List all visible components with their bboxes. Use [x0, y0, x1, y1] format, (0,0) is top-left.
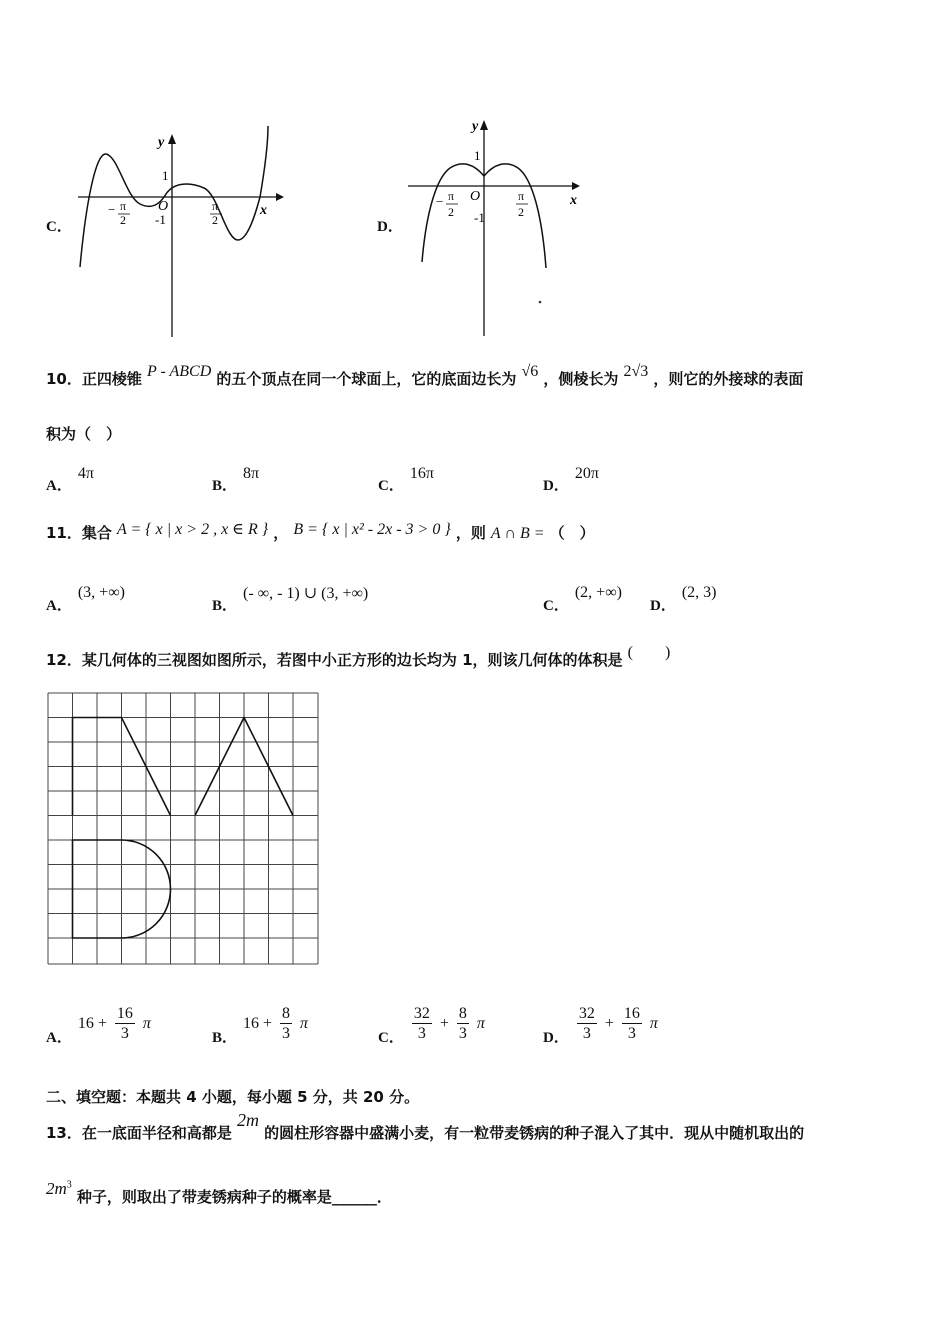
- graph-d-y-arrow: [480, 120, 488, 130]
- q10-pyramid: P - ABCD: [146, 363, 212, 380]
- graph-c-neg-one: -1: [155, 212, 166, 227]
- q13-line1: 13．在一底面半径和高都是 2m 的圆柱形容器中盛满小麦，有一粒带麦锈病的种子混入了其中．现从中随机取出的: [46, 1110, 805, 1142]
- q10-option-a[interactable]: A． 4π: [46, 464, 94, 494]
- graph-d-neg-sign: −: [436, 194, 444, 209]
- q13-line2: $2m^3$ 种子，则取出了带麦锈病种子的概率是______．: [46, 1179, 392, 1206]
- graph-d-pos-two: 2: [518, 205, 524, 219]
- graph-c-neg-pi: π: [120, 199, 127, 213]
- q13-answer-blank[interactable]: ______: [331, 1188, 377, 1206]
- graph-d: [400, 114, 590, 340]
- q12-option-b[interactable]: B． 16 + $\frac{8}{3}$ π: [212, 1005, 309, 1046]
- q12-option-c[interactable]: C． $\frac{32}{3}$ + $\frac{8}{3}$ π: [378, 1005, 485, 1046]
- graph-c-label: C．: [46, 219, 72, 235]
- grid: [48, 693, 318, 964]
- q11-option-d[interactable]: D． (2, 3): [650, 583, 717, 614]
- graph-c-y-arrow: [168, 134, 176, 144]
- q10-option-c[interactable]: C． 16π: [378, 464, 434, 494]
- graph-d-one: 1: [474, 148, 481, 163]
- q11-set-b: B = { x | x² - 2x - 3 > 0 }: [293, 521, 451, 538]
- graph-c-one: 1: [162, 168, 169, 183]
- q11-line: 11．集合 A = { x | x > 2 , x ∈ R } ， B = { x | x² - 2x - 3 > 0 } ，则 A ∩ B = （ ）: [46, 521, 595, 542]
- q13-size: 2m: [236, 1110, 259, 1130]
- graph-d-origin: O: [470, 189, 481, 204]
- q10-option-b[interactable]: B． 8π: [212, 464, 260, 494]
- graph-d-neg-two: 2: [448, 205, 454, 219]
- graph-c-x-label: x: [260, 203, 267, 218]
- graph-c-y-label: y: [158, 135, 165, 150]
- graph-c-origin: O: [158, 199, 169, 214]
- graph-c: [70, 122, 290, 344]
- graph-d-x-label: x: [570, 193, 577, 208]
- graph-c-neg-sign: −: [108, 202, 116, 217]
- q10-line1: 10．正四棱锥 P - ABCD 的五个顶点在同一个球面上，它的底面边长为 √6 ，侧棱长为 2√3 ，则它的外接球的表面: [46, 363, 804, 388]
- graph-d-neg-one: -1: [474, 210, 485, 225]
- q10-option-d[interactable]: D． 20π: [543, 464, 599, 494]
- graph-d-x-arrow: [572, 182, 580, 190]
- three-view-figure: [47, 692, 321, 968]
- section-2-title: 二、填空题：本题共 4 小题，每小题 5 分，共 20 分。: [46, 1088, 420, 1106]
- graph-d-pos-pi: π: [518, 189, 525, 203]
- graph-d-neg-pi: π: [448, 189, 455, 203]
- q12-option-d[interactable]: D． $\frac{32}{3}$ + $\frac{16}{3}$ π: [543, 1005, 658, 1046]
- q11-set-a: A = { x | x > 2 , x ∈ R }: [116, 521, 269, 538]
- q12-option-a[interactable]: A． 16 + $\frac{16}{3}$ π: [46, 1005, 151, 1046]
- q10-edge: √6: [521, 363, 539, 380]
- q13-volume: $2m^3$: [46, 1179, 72, 1198]
- graph-c-neg-two: 2: [120, 213, 126, 227]
- q11-expr: A ∩ B =: [490, 525, 545, 542]
- q11-option-c[interactable]: C． (2, +∞): [543, 583, 622, 614]
- q12-line: 12．某几何体的三视图如图所示，若图中小正方形的边长均为 1，则该几何体的体积是 ( ): [46, 644, 671, 669]
- graph-c-pos-pi: π: [212, 199, 219, 213]
- graph-c-pos-two: 2: [212, 213, 218, 227]
- q10-lateral: 2√3: [623, 363, 649, 380]
- q11-option-b[interactable]: B． (- ∞, - 1) ∪ (3, +∞): [212, 584, 369, 614]
- q10-line2: 积为（ ）: [46, 425, 122, 443]
- graph-d-y-label: y: [472, 119, 479, 134]
- q11-option-a[interactable]: A． (3, +∞): [46, 583, 125, 614]
- graph-d-stray-dot: [539, 301, 542, 304]
- graph-d-label: D．: [377, 219, 403, 235]
- graph-c-x-arrow: [276, 193, 284, 201]
